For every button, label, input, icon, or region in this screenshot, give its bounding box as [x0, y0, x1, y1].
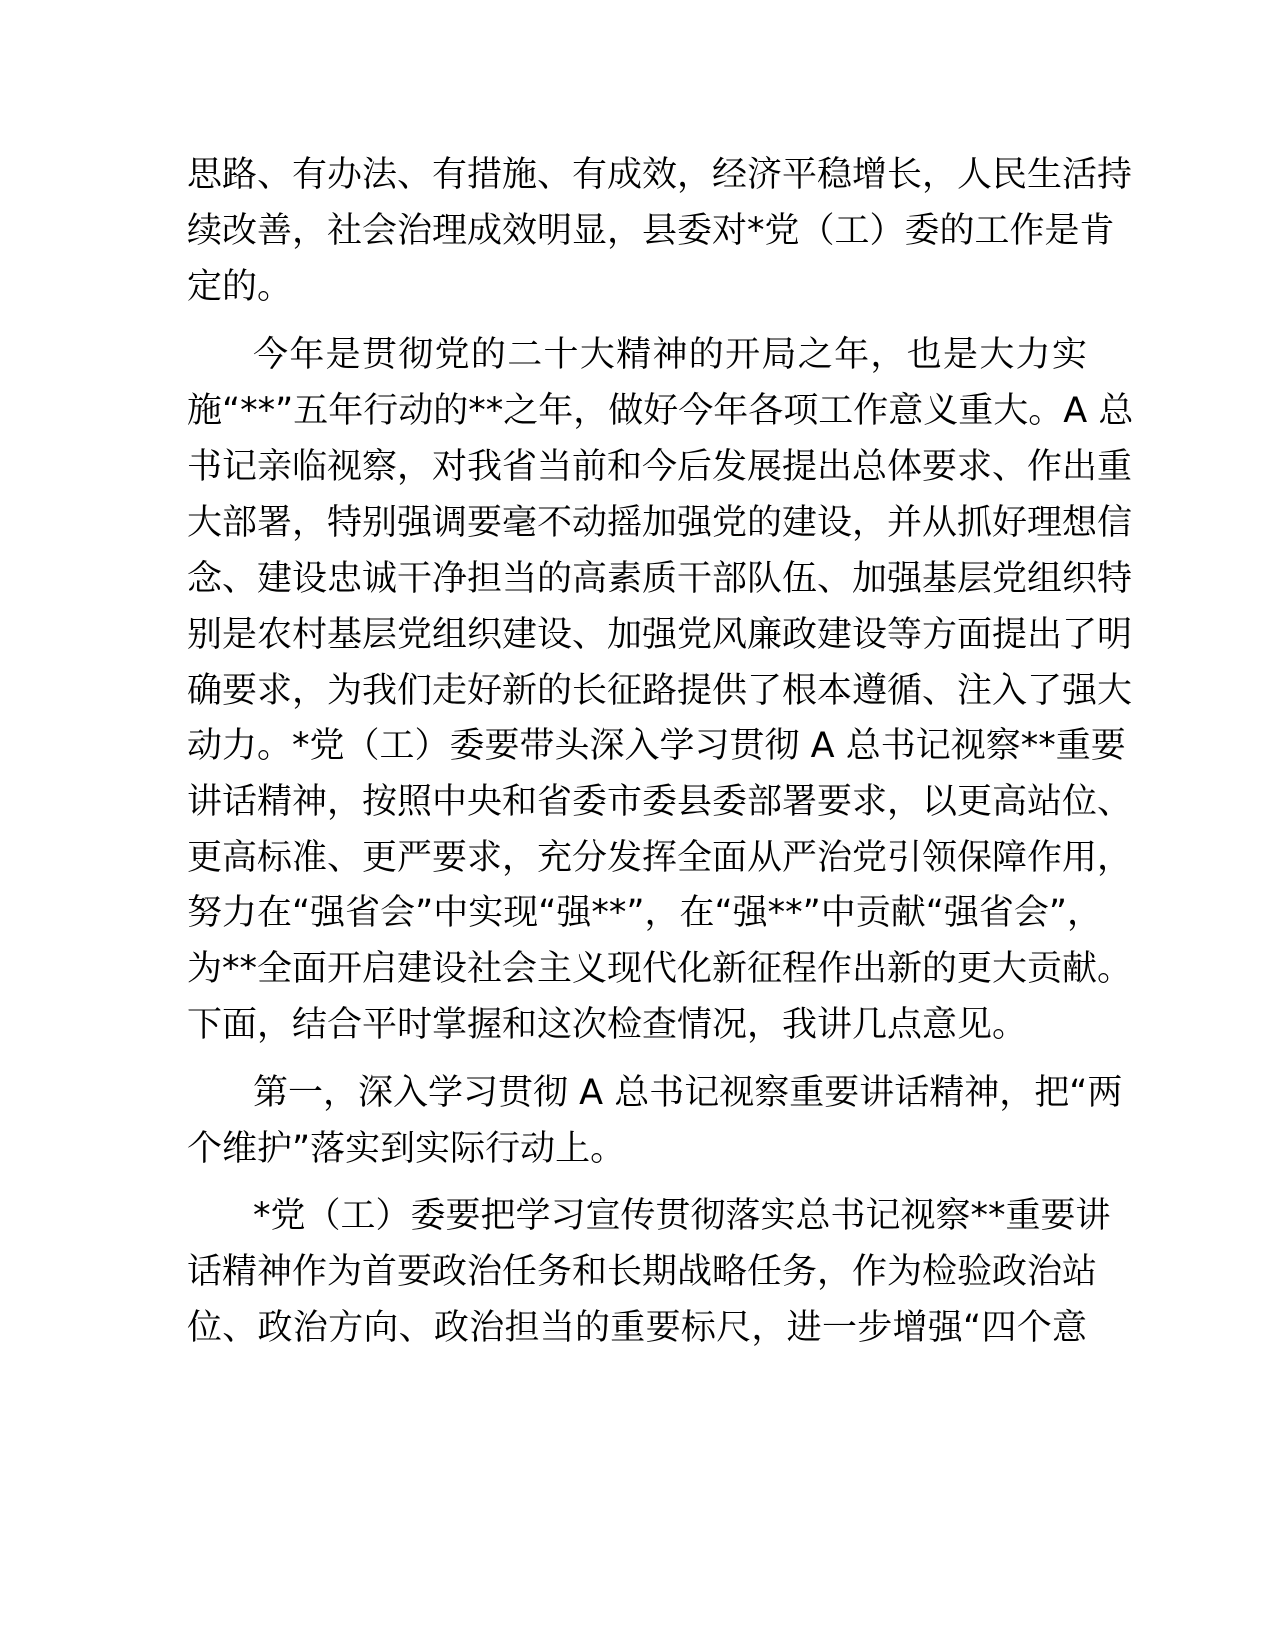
text-line: 个维护”落实到实际行动上。	[187, 1129, 626, 1169]
text-line: 确要求，为我们走好新的长征路提供了根本遵循、注入了强大	[187, 671, 1133, 711]
text-line: *党（工）委要把学习宣传贯彻落实总书记视察**重要讲	[253, 1196, 1111, 1236]
text-line: 动力。*党（工）委要带头深入学习贯彻 A 总书记视察**重要	[187, 726, 1126, 766]
text-line: 今年是贯彻党的二十大精神的开局之年，也是大力实	[253, 335, 1087, 375]
text-line: 话精神作为首要政治任务和长期战略任务，作为检验政治站	[187, 1252, 1098, 1292]
text-line: 下面，结合平时掌握和这次检查情况，我讲几点意见。	[187, 1005, 1028, 1045]
text-line: 大部署，特别强调要毫不动摇加强党的建设，并从抓好理想信	[187, 503, 1133, 543]
text-line: 定的。	[187, 267, 293, 307]
text-line: 念、建设忠诚干净担当的高素质干部队伍、加强基层党组织特	[187, 559, 1133, 599]
text-line: 努力在“强省会”中实现“强**”，在“强**”中贡献“强省会”，	[187, 893, 1103, 933]
text-line: 别是农村基层党组织建设、加强党风廉政建设等方面提出了明	[187, 615, 1133, 655]
text-line: 思路、有办法、有措施、有成效，经济平稳增长，人民生活持	[187, 155, 1133, 195]
text-line: 讲话精神，按照中央和省委市委县委部署要求，以更高站位、	[187, 782, 1133, 822]
text-line: 施“**”五年行动的**之年，做好今年各项工作意义重大。A 总	[187, 391, 1134, 431]
text-line: 书记亲临视察，对我省当前和今后发展提出总体要求、作出重	[187, 447, 1133, 487]
text-line: 位、政治方向、政治担当的重要标尺，进一步增强“四个意	[187, 1308, 1087, 1348]
text-line: 第一，深入学习贯彻 A 总书记视察重要讲话精神，把“两	[253, 1073, 1123, 1113]
text-line: 续改善，社会治理成效明显，县委对*党（工）委的工作是肯	[187, 211, 1115, 251]
text-line: 为**全面开启建设社会主义现代化新征程作出新的更大贡献。	[187, 949, 1133, 989]
text-line: 更高标准、更严要求，充分发挥全面从严治党引领保障作用，	[187, 838, 1133, 878]
